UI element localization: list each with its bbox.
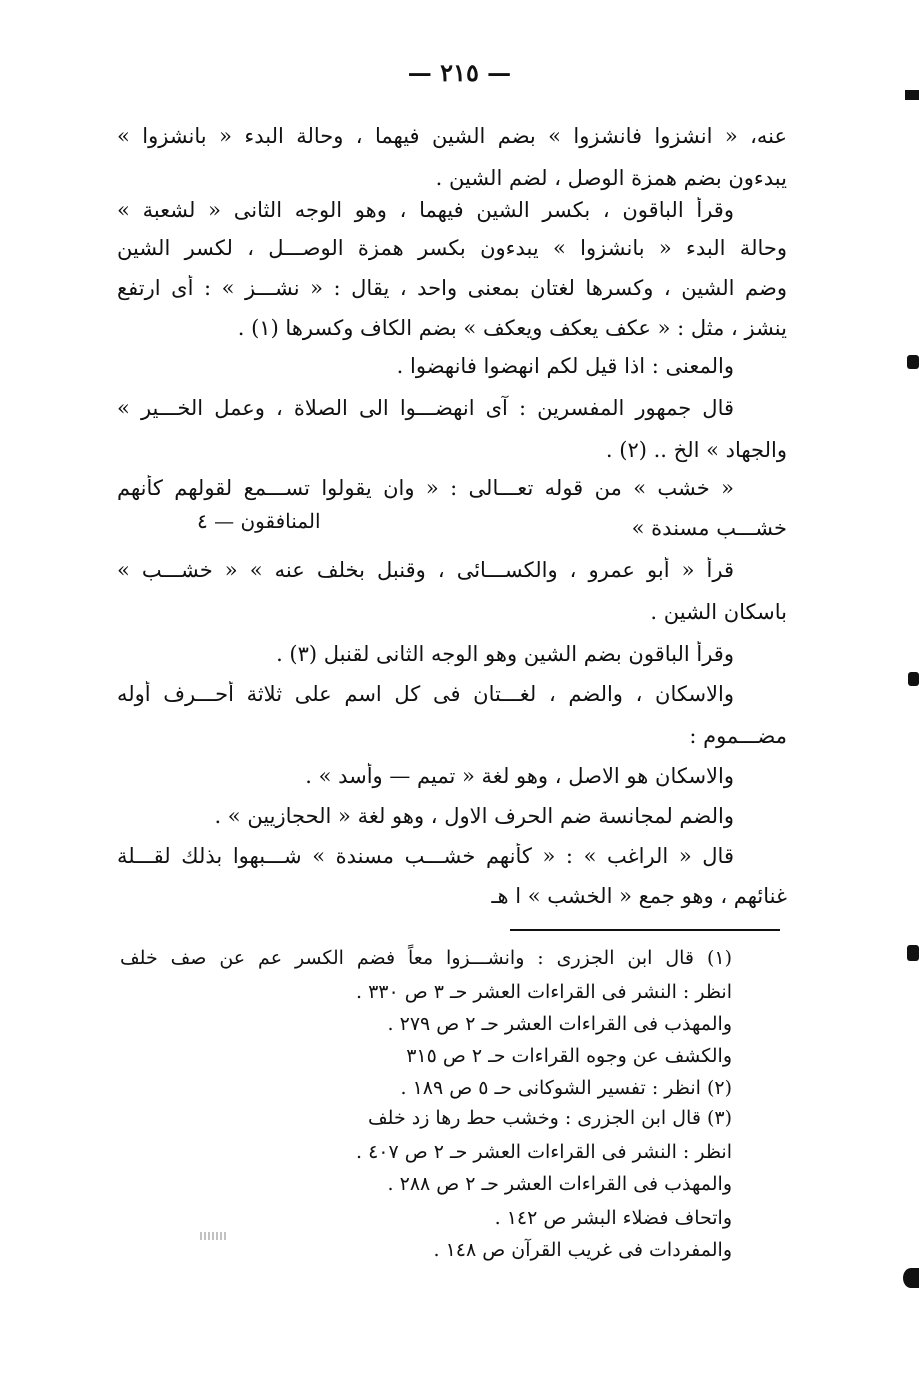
text-line: والاسكان هو الاصل ، وهو لغة « تميم — وأسد » . bbox=[305, 764, 734, 788]
footnote-line: والمفردات فى غريب القرآن ص ١٤٨ . bbox=[433, 1239, 732, 1261]
scan-edge-mark bbox=[907, 945, 919, 961]
scan-edge-mark bbox=[903, 1268, 919, 1288]
footnote-line: واتحاف فضلاء البشر ص ١٤٢ . bbox=[494, 1207, 732, 1229]
text-line: وحالة البدء « بانشزوا » يبدءون بكسر همزة الوصـــل ، لكسر الشين bbox=[117, 236, 787, 260]
text-line: وقرأ الباقون ، بكسر الشين فيهما ، وهو الوجه الثانى « لشعبة » bbox=[117, 198, 734, 222]
text-line: يبدءون بضم همزة الوصل ، لضم الشين . bbox=[435, 166, 787, 190]
text-line: وقرأ الباقون بضم الشين وهو الوجه الثانى لقنبل (٣) . bbox=[276, 642, 734, 666]
text-line: باسكان الشين . bbox=[650, 600, 787, 624]
footnote-line: انظر : النشر فى القراءات العشر حـ ٢ ص ٤٠٧ . bbox=[356, 1141, 732, 1163]
text-line: مضـــموم : bbox=[689, 724, 787, 748]
scan-noise bbox=[200, 1232, 226, 1240]
footnote-line: انظر : النشر فى القراءات العشر حـ ٣ ص ٣٣٠ . bbox=[356, 981, 732, 1003]
text-line: قال « الراغب » : « كأنهم خشـــب مسندة » شـــبهوا بذلك لقـــلة bbox=[117, 844, 734, 868]
text-line: قال جمهور المفسرين : آى انهضـــوا الى الصلاة ، وعمل الخـــير » bbox=[117, 396, 734, 420]
text-line: وضم الشين ، وكسرها لغتان بمعنى واحد ، يقال : « نشـــز » : أى ارتفع bbox=[117, 276, 787, 300]
surah-reference: المنافقون — ٤ bbox=[197, 509, 321, 533]
footnote-line: والمهذب فى القراءات العشر حـ ٢ ص ٢٧٩ . bbox=[387, 1013, 732, 1035]
text-line: غنائهم ، وهو جمع « الخشب » ا هـ bbox=[491, 884, 787, 908]
text-line: ينشز ، مثل : « عكف يعكف ويعكف » بضم الكاف وكسرها (١) . bbox=[237, 316, 787, 340]
footnote-line: (١) قال ابن الجزرى : وانشـــزوا معاً فضم الكسر عم عن صف خلف bbox=[120, 947, 732, 969]
text-line: « خشب » من قوله تعـــالى : « وان يقولوا تســـمع لقولهم كأنهم bbox=[117, 476, 734, 500]
footnote-line: (٣) قال ابن الجزرى : وخشب حط رها زد خلف bbox=[367, 1107, 732, 1129]
page-number: — ٢١٥ — bbox=[407, 58, 512, 87]
text-line: عنه، « انشزوا فانشزوا » بضم الشين فيهما ، وحالة البدء « بانشزوا » bbox=[117, 124, 787, 148]
footnote-separator bbox=[510, 929, 780, 931]
scan-edge-mark bbox=[905, 90, 919, 100]
footnote-line: (٢) انظر : تفسير الشوكانى حـ ٥ ص ١٨٩ . bbox=[400, 1077, 732, 1099]
text-line: خشـــب مسندة » bbox=[631, 516, 787, 540]
text-line: والاسكان ، والضم ، لغـــتان فى كل اسم على ثلاثة أحـــرف أوله bbox=[117, 682, 734, 706]
scan-edge-mark bbox=[907, 355, 919, 369]
footnote-line: والمهذب فى القراءات العشر حـ ٢ ص ٢٨٨ . bbox=[387, 1173, 732, 1195]
scan-edge-mark bbox=[908, 672, 919, 686]
text-line: والمعنى : اذا قيل لكم انهضوا فانهضوا . bbox=[396, 354, 734, 378]
text-line: والجهاد » الخ .. (٢) . bbox=[605, 438, 787, 462]
text-line: والضم لمجانسة ضم الحرف الاول ، وهو لغة « الحجازيين » . bbox=[214, 804, 734, 828]
text-line: قرأ « أبو عمرو ، والكســـائى ، وقنبل بخلف عنه » « خشـــب » bbox=[117, 558, 734, 582]
footnote-line: والكشف عن وجوه القراءات حـ ٢ ص ٣١٥ bbox=[406, 1045, 732, 1067]
